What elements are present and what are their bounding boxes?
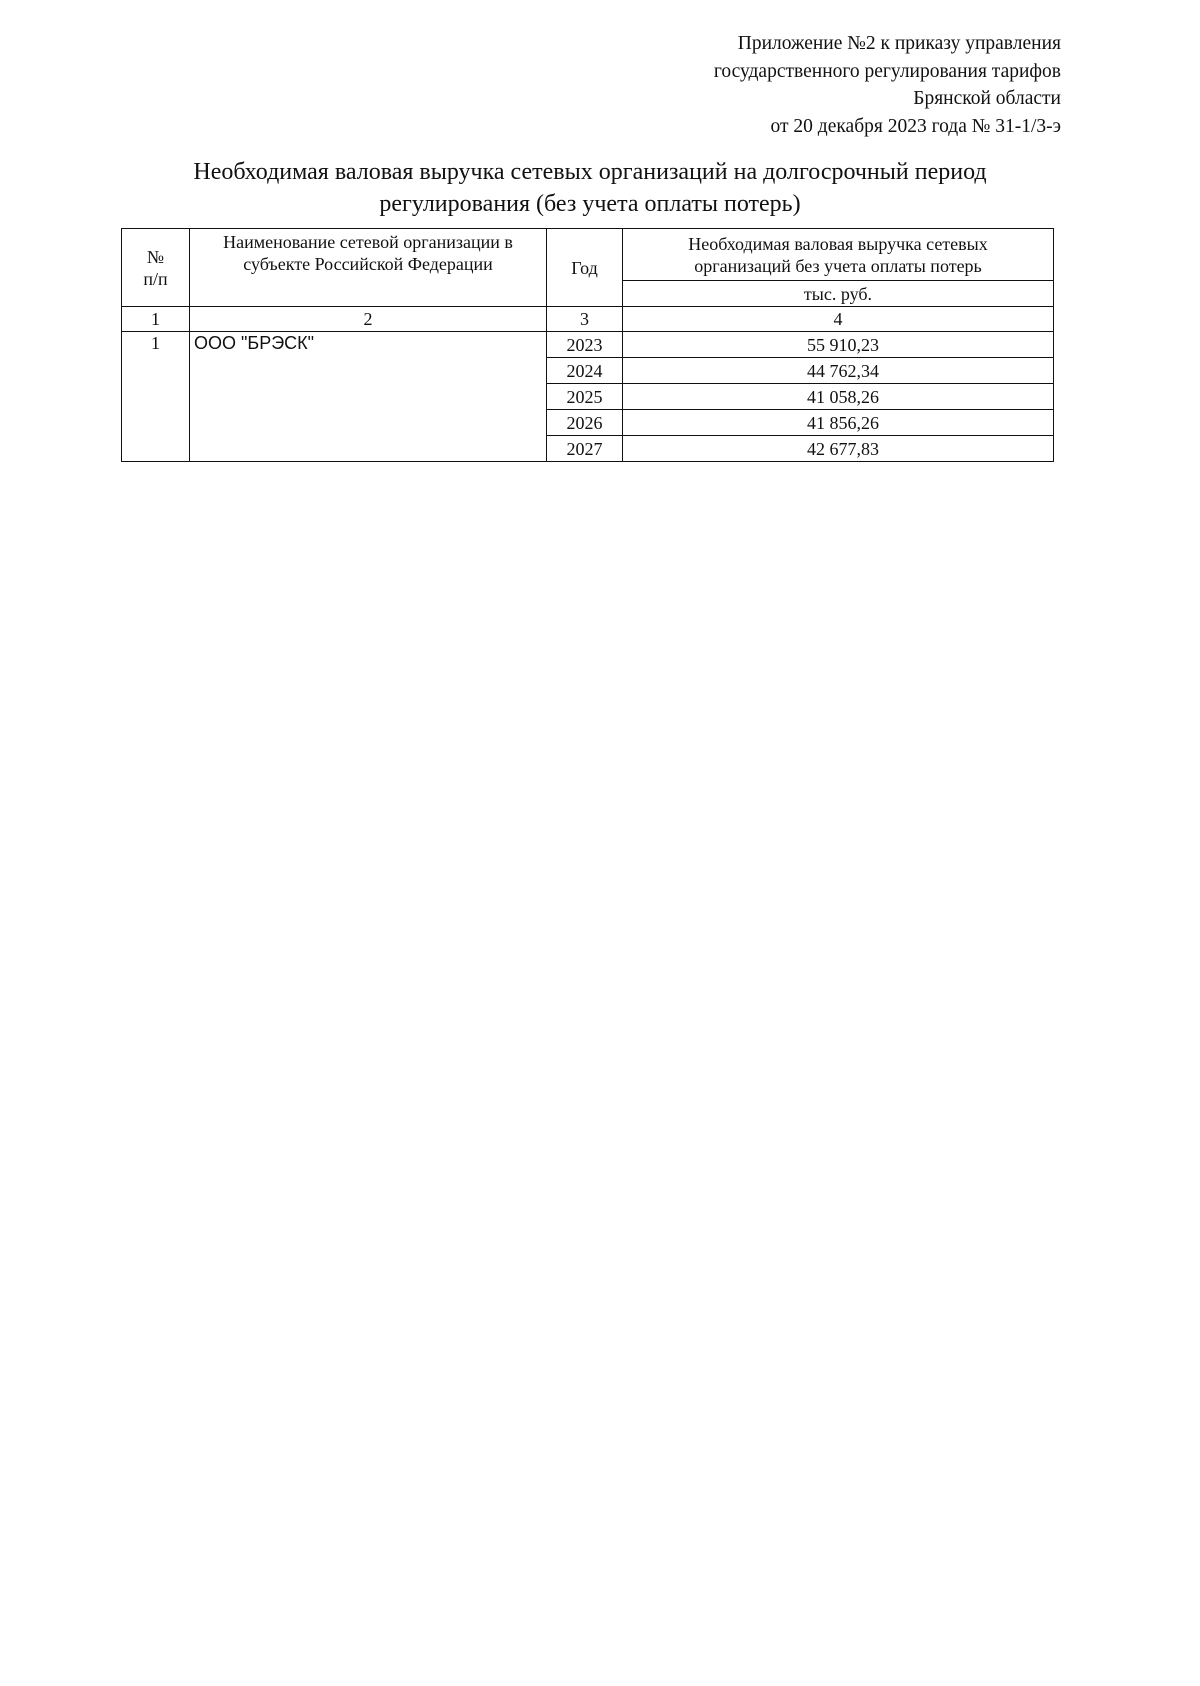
revenue-table <box>121 228 1054 462</box>
appendix-line: государственного регулирования тарифов <box>713 60 1061 82</box>
title-line: регулирования (без учета оплаты потерь) <box>379 191 801 217</box>
year-cell: 2023 <box>547 332 623 358</box>
year-cell: 2025 <box>547 384 623 410</box>
revenue-cell: 44 762,34 <box>623 358 1054 384</box>
org-name-cell: ООО "БРЭСК" <box>190 332 547 462</box>
revenue-cell: 55 910,23 <box>623 332 1054 358</box>
index-cell: 3 <box>547 307 623 332</box>
index-row <box>122 307 1054 332</box>
table-row <box>122 332 1054 358</box>
revenue-cell: 41 856,26 <box>623 410 1054 436</box>
year-cell: 2026 <box>547 410 623 436</box>
appendix-header <box>461 30 1061 140</box>
col-header-unit: тыс. руб. <box>623 281 1054 307</box>
title-line: Необходимая валовая выручка сетевых организаций на долгосрочный период <box>193 159 987 185</box>
document-title <box>120 156 1060 220</box>
index-cell: 1 <box>122 307 190 332</box>
appendix-line: от 20 декабря 2023 года № 31-1/3-э <box>770 115 1061 137</box>
index-cell: 4 <box>623 307 1054 332</box>
col-header-year: Год <box>547 229 623 307</box>
col-header-organization: Наименование сетевой организации в субъекте Российской Федерации <box>190 229 547 307</box>
index-cell: 2 <box>190 307 547 332</box>
col-header-revenue: Необходимая валовая выручка сетевых организаций без учета оплаты потерь <box>623 229 1054 281</box>
year-cell: 2024 <box>547 358 623 384</box>
year-cell: 2027 <box>547 436 623 462</box>
appendix-line: Приложение №2 к приказу управления <box>737 33 1061 54</box>
org-number-cell: 1 <box>122 332 190 462</box>
col-header-number: № п/п <box>122 229 190 307</box>
revenue-cell: 41 058,26 <box>623 384 1054 410</box>
revenue-cell: 42 677,83 <box>623 436 1054 462</box>
appendix-line: Брянской области <box>913 88 1061 109</box>
